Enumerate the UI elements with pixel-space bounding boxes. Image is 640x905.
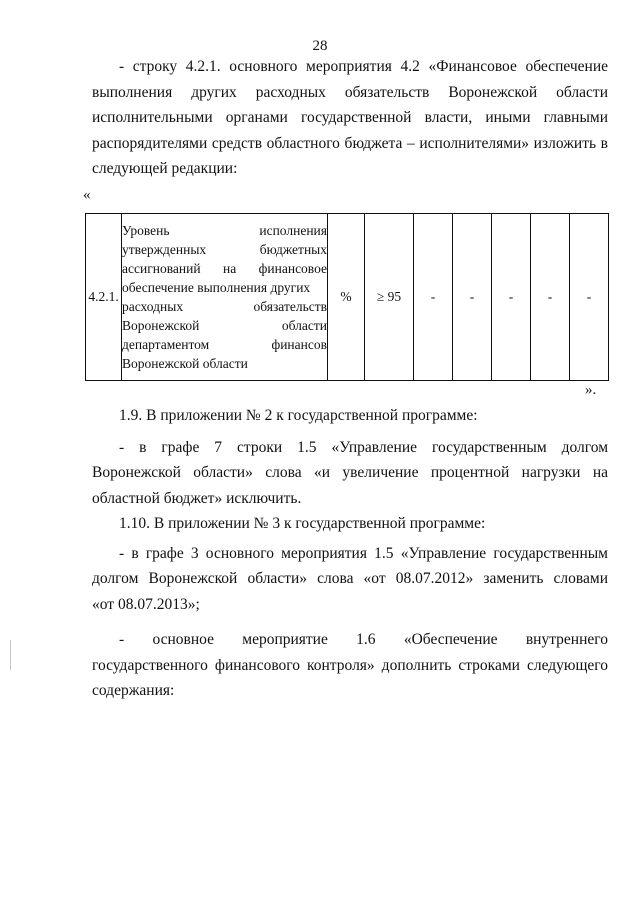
text-line: содержания: [92, 682, 175, 699]
cell-line: Воронежской области [122, 318, 327, 333]
text-line: выполнения других расходных обязательств Воронежской области [92, 83, 608, 101]
cell-line: ассигнований на финансовое [122, 261, 327, 276]
text-line: «от 08.07.2013»; [92, 595, 200, 613]
text-line: 1.10. В приложении № 3 к государственной программе: [119, 515, 486, 532]
dash-cell: - [453, 214, 492, 381]
text-line: областной бюджет» исключить. [92, 489, 302, 507]
text-line: государственного финансового контроля» дополнить строками следующего [92, 656, 608, 674]
dash-cell: - [570, 214, 609, 381]
paragraph-1-10 [92, 511, 608, 704]
unit-cell: % [328, 214, 365, 381]
text-line: исполнительными органами государственной власти, иными главными [92, 109, 608, 126]
cell-line: Воронежской области [122, 356, 248, 371]
open-quote: « [83, 187, 91, 203]
text-line: - строку 4.2.1. основного мероприятия 4.2 «Финансовое обеспечение [119, 58, 608, 75]
text-line: - основное мероприятие 1.6 «Обеспечение внутреннего [119, 631, 608, 648]
cell-line: утвержденных бюджетных [122, 242, 327, 257]
text-line: - в графе 3 основного мероприятия 1.5 «Управление государственным [119, 544, 608, 562]
text-line: следующей редакции: [92, 160, 238, 177]
cell-line: Уровень исполнения [122, 223, 327, 238]
text-line: долгом Воронежской области» слова «от 08.07.2012» заменить словами [92, 570, 608, 587]
text-line: распорядителями средств областного бюджета – исполнителями» изложить в [92, 134, 608, 152]
indicator-name-cell [122, 214, 328, 381]
indicator-table [85, 213, 609, 381]
cell-line: департаментом финансов [122, 337, 327, 352]
dash-cell: - [492, 214, 531, 381]
scan-margin-mark [10, 640, 11, 670]
cell-line: расходных обязательств [122, 299, 327, 314]
intro-paragraph [92, 54, 608, 182]
cell-line: обеспечение выполнения других [122, 280, 311, 295]
text-line: 1.9. В приложении № 2 к государственной программе: [119, 407, 478, 424]
text-line: Воронежской области» слова «и увеличение процентной нагрузки на [92, 464, 608, 481]
paragraph-1-9 [92, 403, 608, 511]
page-number: 28 [312, 38, 328, 54]
dash-cell: - [531, 214, 570, 381]
text-line: - в графе 7 строки 1.5 «Управление государственным долгом [119, 438, 608, 456]
value-cell: ≥ 95 [365, 214, 414, 381]
row-number-cell: 4.2.1. [86, 214, 122, 381]
close-quote: ». [585, 382, 597, 398]
table-row [86, 214, 609, 381]
dash-cell: - [414, 214, 453, 381]
